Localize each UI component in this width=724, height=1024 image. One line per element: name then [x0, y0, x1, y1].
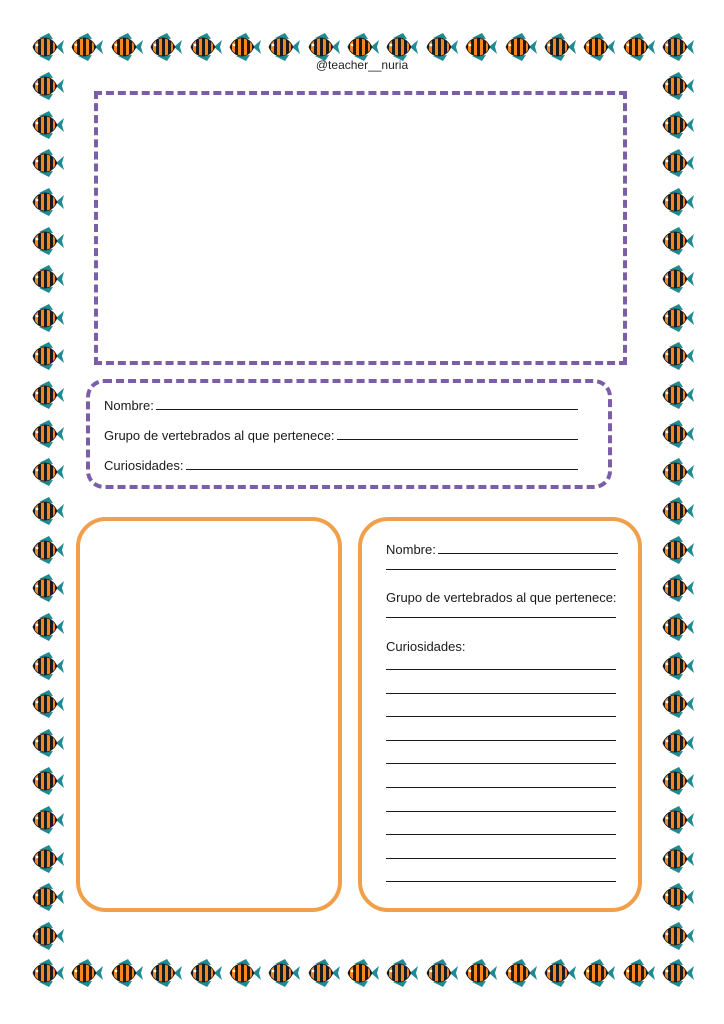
top-info-box: [86, 379, 612, 489]
angelfish-icon: [659, 573, 695, 603]
curiosities-rule: [386, 763, 616, 764]
angelfish-icon: [29, 341, 65, 371]
angelfish-icon: [659, 844, 695, 874]
angelfish-icon: [29, 612, 65, 642]
angelfish-icon: [659, 380, 695, 410]
bottom-name-line: [386, 541, 618, 557]
top-curiosities-label: Curiosidades:: [104, 458, 184, 473]
curiosities-rule: [386, 787, 616, 788]
angelfish-icon: [659, 612, 695, 642]
top-group-line: [104, 427, 578, 443]
angelfish-icon: [226, 958, 262, 988]
angelfish-icon: [29, 766, 65, 796]
angelfish-icon: [29, 958, 65, 988]
curiosities-rule: [386, 834, 616, 835]
angelfish-icon: [29, 187, 65, 217]
top-name-label: Nombre:: [104, 398, 154, 413]
angelfish-icon: [29, 419, 65, 449]
angelfish-icon: [659, 303, 695, 333]
angelfish-icon: [147, 958, 183, 988]
angelfish-icon: [29, 844, 65, 874]
curiosities-rule: [386, 669, 616, 670]
angelfish-icon: [659, 71, 695, 101]
top-curiosities-line: [104, 457, 578, 473]
curiosities-rule: [386, 811, 616, 812]
bottom-group-label: Grupo de vertebrados al que pertenece:: [386, 590, 617, 605]
top-curiosities-blank: [186, 469, 579, 470]
curiosities-rule: [386, 716, 616, 717]
angelfish-icon: [29, 380, 65, 410]
angelfish-icon: [108, 958, 144, 988]
angelfish-icon: [659, 419, 695, 449]
bottom-curiosities-label: Curiosidades:: [386, 639, 466, 654]
angelfish-icon: [659, 226, 695, 256]
angelfish-icon: [659, 148, 695, 178]
angelfish-icon: [29, 148, 65, 178]
bottom-name-rule: [386, 569, 616, 570]
angelfish-icon: [29, 689, 65, 719]
bottom-name-blank: [438, 553, 618, 554]
angelfish-icon: [659, 805, 695, 835]
bottom-group-rule: [386, 617, 616, 618]
angelfish-icon: [29, 728, 65, 758]
curiosities-rule: [386, 858, 616, 859]
top-drawing-box: [94, 91, 627, 365]
angelfish-icon: [29, 921, 65, 951]
bottom-info-card: [358, 517, 642, 912]
angelfish-icon: [659, 457, 695, 487]
author-credit: @teacher__nuria: [315, 58, 409, 72]
angelfish-icon: [659, 651, 695, 681]
angelfish-icon: [305, 958, 341, 988]
angelfish-icon: [620, 958, 656, 988]
angelfish-icon: [29, 573, 65, 603]
angelfish-icon: [29, 805, 65, 835]
angelfish-icon: [659, 921, 695, 951]
angelfish-icon: [29, 71, 65, 101]
angelfish-icon: [462, 958, 498, 988]
angelfish-icon: [659, 728, 695, 758]
angelfish-icon: [29, 264, 65, 294]
top-group-blank: [337, 439, 578, 440]
angelfish-icon: [659, 187, 695, 217]
curiosities-rule: [386, 881, 616, 882]
angelfish-icon: [29, 457, 65, 487]
angelfish-icon: [659, 882, 695, 912]
angelfish-icon: [29, 110, 65, 140]
top-name-blank: [156, 409, 578, 410]
angelfish-icon: [29, 496, 65, 526]
angelfish-icon: [659, 110, 695, 140]
angelfish-icon: [265, 958, 301, 988]
angelfish-icon: [29, 882, 65, 912]
angelfish-icon: [502, 958, 538, 988]
angelfish-icon: [29, 226, 65, 256]
angelfish-icon: [580, 958, 616, 988]
angelfish-icon: [29, 651, 65, 681]
angelfish-icon: [659, 496, 695, 526]
top-name-line: [104, 397, 578, 413]
bottom-name-label: Nombre:: [386, 542, 436, 557]
angelfish-icon: [659, 958, 695, 988]
curiosities-rule: [386, 740, 616, 741]
angelfish-icon: [29, 535, 65, 565]
angelfish-icon: [659, 766, 695, 796]
angelfish-icon: [659, 689, 695, 719]
curiosities-rule: [386, 693, 616, 694]
angelfish-icon: [383, 958, 419, 988]
angelfish-icon: [659, 535, 695, 565]
top-group-label: Grupo de vertebrados al que pertenece:: [104, 428, 335, 443]
angelfish-icon: [187, 958, 223, 988]
angelfish-icon: [541, 958, 577, 988]
angelfish-icon: [423, 958, 459, 988]
angelfish-icon: [68, 958, 104, 988]
angelfish-icon: [29, 303, 65, 333]
angelfish-icon: [344, 958, 380, 988]
bottom-drawing-box: [76, 517, 342, 912]
angelfish-icon: [659, 341, 695, 371]
angelfish-icon: [659, 264, 695, 294]
